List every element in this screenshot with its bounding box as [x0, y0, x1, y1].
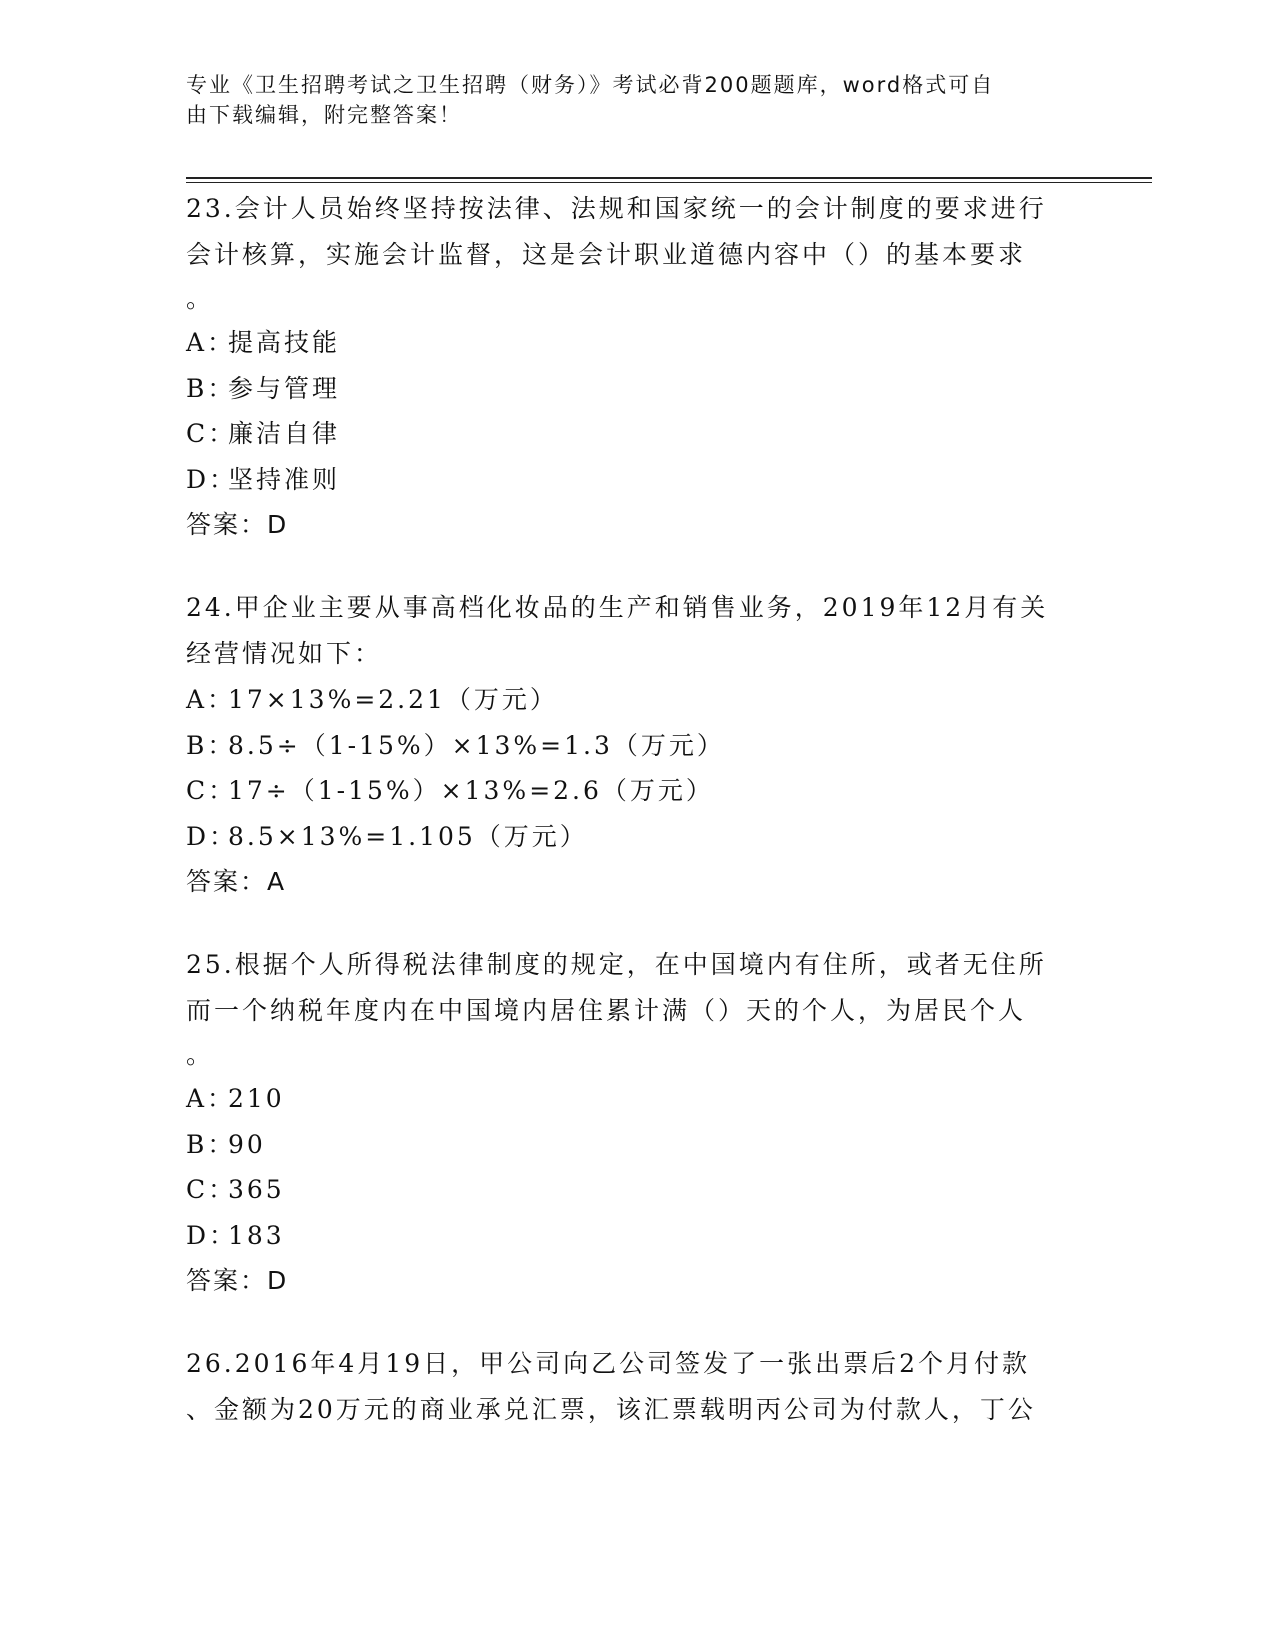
- option-text: 坚持准则: [228, 464, 341, 494]
- header-line-1: 专业《卫生招聘考试之卫生招聘（财务）》考试必背200题题库，word格式可自: [186, 73, 995, 97]
- header-divider-thin: [186, 182, 1152, 183]
- option-letter: A：: [186, 328, 236, 357]
- option-d: [186, 1213, 1066, 1259]
- question-spacer: [186, 547, 1066, 585]
- question-stem-line: 会计核算，实施会计监督，这是会计职业道德内容中（）的基本要求: [186, 240, 1027, 269]
- option-c: [186, 768, 1066, 814]
- option-text: 183: [228, 1220, 285, 1250]
- option-c: [186, 1167, 1066, 1213]
- question-25: [186, 942, 1066, 1303]
- question-26: [186, 1341, 1066, 1433]
- option-b: [186, 1122, 1066, 1168]
- question-stem-line: 经营情况如下：: [186, 639, 383, 668]
- answer-line: 答案：D: [186, 1266, 289, 1295]
- option-b: [186, 723, 1066, 769]
- option-a: [186, 320, 1066, 366]
- question-stem-line: 26.2016年4月19日，甲公司向乙公司签发了一张出票后2个月付款: [186, 1349, 1031, 1378]
- answer-line: 答案：A: [186, 867, 287, 896]
- option-letter: B：: [186, 1129, 236, 1159]
- option-text: 提高技能: [228, 328, 341, 357]
- header-divider-thick: [186, 177, 1152, 179]
- option-d: [186, 457, 1066, 503]
- question-stem-line: 、金额为20万元的商业承兑汇票，该汇票载明丙公司为付款人，丁公: [186, 1395, 1036, 1424]
- option-letter: C：: [186, 419, 237, 448]
- option-text: 8.5×13%=1.105（万元）: [228, 821, 588, 851]
- option-a: [186, 1076, 1066, 1122]
- question-stem-line: 。: [186, 284, 215, 313]
- option-text: 参与管理: [228, 373, 341, 403]
- question-stem-line: 24.甲企业主要从事高档化妆品的生产和销售业务，2019年12月有关: [186, 593, 1049, 622]
- option-letter: B：: [186, 730, 236, 760]
- question-stem-line: 23.会计人员始终坚持按法律、法规和国家统一的会计制度的要求进行: [186, 194, 1047, 223]
- question-23: [186, 186, 1066, 547]
- option-letter: D：: [186, 1220, 238, 1250]
- option-a: [186, 677, 1066, 723]
- option-letter: D：: [186, 821, 238, 851]
- header-line-2: 由下载编辑，附完整答案！: [186, 103, 462, 127]
- option-letter: A：: [186, 685, 236, 714]
- option-text: 365: [228, 1175, 285, 1204]
- question-stem-line: 25.根据个人所得税法律制度的规定，在中国境内有住所，或者无住所: [186, 950, 1047, 979]
- option-letter: A：: [186, 1084, 236, 1113]
- question-spacer: [186, 1303, 1066, 1341]
- option-text: 17×13%=2.21（万元）: [228, 685, 558, 714]
- document-header: [186, 70, 1066, 130]
- question-spacer: [186, 904, 1066, 942]
- option-letter: C：: [186, 776, 237, 805]
- option-text: 17÷（1-15%）×13%=2.6（万元）: [228, 776, 714, 805]
- question-stem-line: 。: [186, 1040, 215, 1069]
- option-text: 廉洁自律: [228, 419, 341, 448]
- answer-line: 答案：D: [186, 510, 289, 539]
- option-letter: C：: [186, 1175, 237, 1204]
- option-d: [186, 814, 1066, 860]
- option-text: 90: [228, 1129, 266, 1159]
- option-letter: B：: [186, 373, 236, 403]
- option-letter: D：: [186, 464, 238, 494]
- option-b: [186, 366, 1066, 412]
- option-text: 210: [228, 1084, 285, 1113]
- question-stem-line: 而一个纳税年度内在中国境内居住累计满（）天的个人，为居民个人: [186, 996, 1027, 1025]
- option-text: 8.5÷（1-15%）×13%=1.3（万元）: [228, 730, 725, 760]
- question-list: [186, 186, 1066, 1433]
- option-c: [186, 411, 1066, 457]
- question-24: [186, 585, 1066, 904]
